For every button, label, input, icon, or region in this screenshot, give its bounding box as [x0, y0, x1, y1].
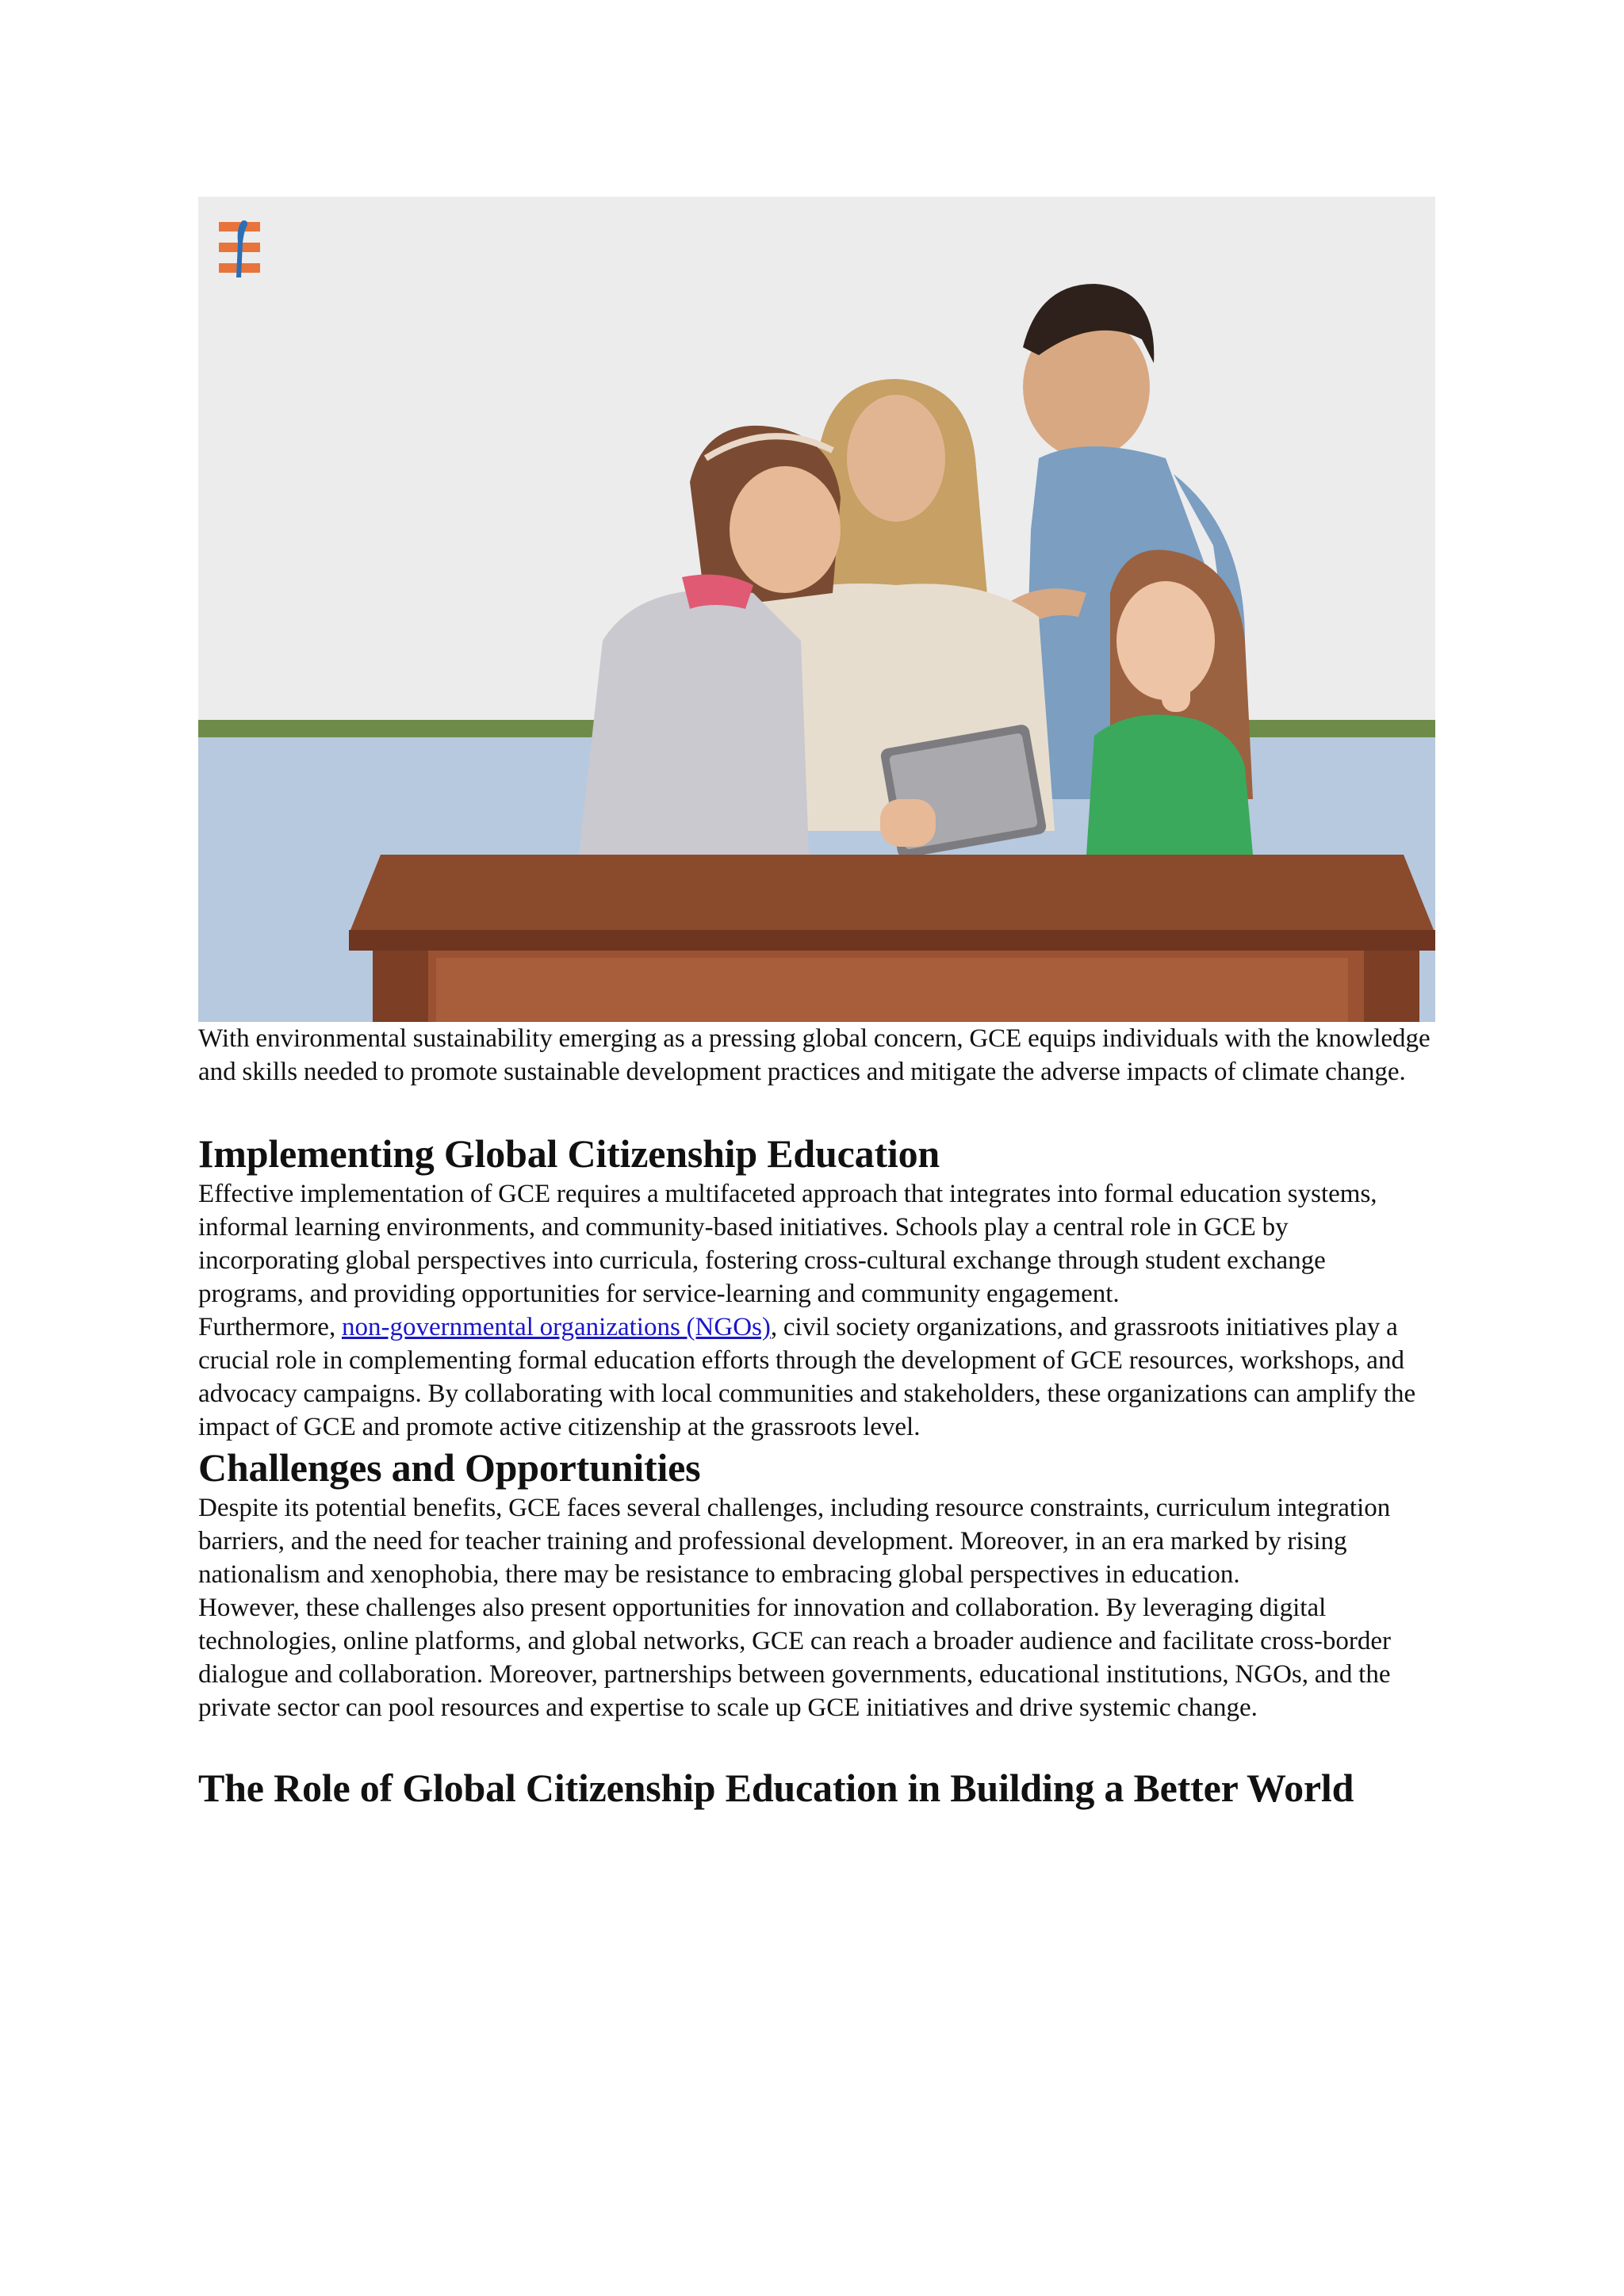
article: [198, 197, 1435, 1812]
heading-challenges: Challenges and Opportunities: [198, 1445, 701, 1490]
implementing-paragraph-1: Effective implementation of GCE requires a multifaceted approach that integrates into formal education systems, informal learning environments, and community-based initiatives. Schools play a central role in GCE by incorporating global perspectives into curricula, fostering cross-cultural exchange through student exchange programs, and providing opportunities for service-learning and community engagement.: [198, 1180, 1377, 1308]
brand-logo-icon: [219, 219, 260, 279]
intro-paragraph: With environmental sustainability emerging as a pressing global concern, GCE equips individuals with the knowledge and skills needed to promote sustainable development practices and mitigate the adverse impacts of climate change.: [198, 1024, 1431, 1086]
ngo-link[interactable]: non-governmental organizations (NGOs): [341, 1313, 771, 1341]
heading-role: The Role of Global Citizenship Education in Building a Better World: [198, 1766, 1354, 1810]
heading-implementing: Implementing Global Citizenship Education: [198, 1131, 940, 1176]
challenges-paragraph-1: Despite its potential benefits, GCE faces several challenges, including resource constraints, curriculum integration barriers, and the need for teacher training and professional development. Moreover, in an era marked by rising nationalism and xenophobia, there may be resistance to embracing global perspectives in education.: [198, 1494, 1391, 1589]
implementing-paragraph-2: [198, 1311, 1435, 1444]
photo-teacher-children-tablet-icon: [198, 197, 1435, 1022]
hero-image: [198, 197, 1435, 1022]
implementing-paragraph-2-prefix: Furthermore,: [198, 1313, 342, 1341]
implementing-paragraph-2-suffix: , civil society organizations, and grassroots initiatives play a crucial role in complementing formal education efforts through the development of GCE resources, workshops, and advocacy campaigns. By collaborating with local communities and stakeholders, these organizations can amplify the impact of GCE and promote active citizenship at the grassroots level.: [198, 1313, 1416, 1441]
challenges-paragraph-2: However, these challenges also present opportunities for innovation and collaboration. By leveraging digital technologies, online platforms, and global networks, GCE can reach a broader audience and facilitate cross-border dialogue and collaboration. Moreover, partnerships between governments, educational institutions, NGOs, and the private sector can pool resources and expertise to scale up GCE initiatives and drive systemic change.: [198, 1594, 1392, 1722]
